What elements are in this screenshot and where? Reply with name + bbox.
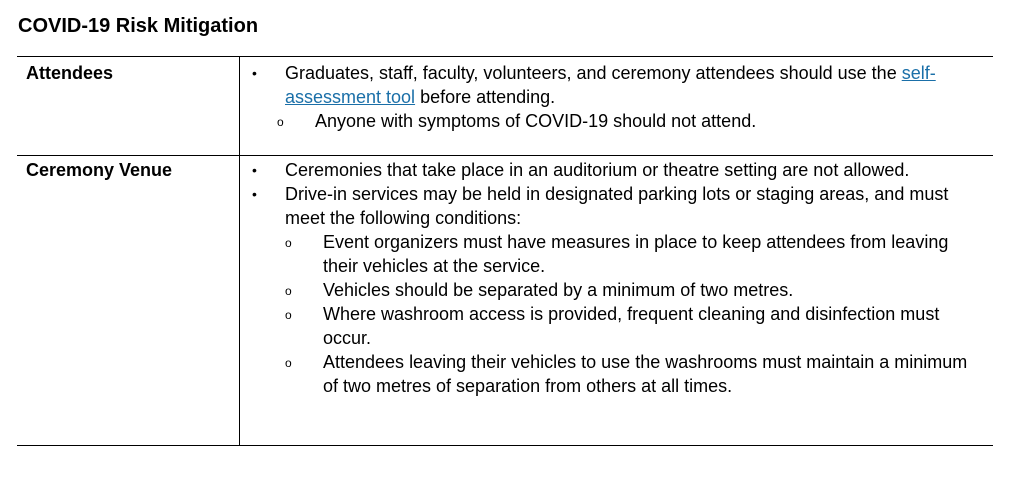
- bullet-marker: •: [252, 65, 257, 81]
- sub-list-item: [285, 350, 981, 398]
- sub-bullet-text: Event organizers must have measures in place to keep attendees from leaving their vehicles at the service.: [323, 232, 949, 276]
- circle-marker: o: [285, 308, 292, 322]
- sub-bullet-text: Attendees leaving their vehicles to use the washrooms must maintain a minimum of two metres of separation from others at all times.: [323, 352, 968, 396]
- table-row-ceremony-venue: [17, 156, 993, 446]
- row-label-cell: [17, 156, 240, 446]
- circle-marker: o: [277, 115, 284, 129]
- document-title: COVID-19 Risk Mitigation: [18, 15, 259, 37]
- row-label-ceremony-venue: Ceremony Venue: [26, 160, 173, 180]
- sub-list-item: [285, 230, 981, 278]
- list-item: [240, 182, 993, 398]
- bullet-marker: •: [252, 186, 257, 202]
- sub-bullet-text: Anyone with symptoms of COVID-19 should not attend.: [315, 111, 757, 131]
- row-label-cell: [17, 57, 240, 156]
- risk-mitigation-table: [17, 56, 993, 446]
- table-row-attendees: [17, 57, 993, 156]
- row-label-attendees: Attendees: [26, 63, 114, 83]
- list-item: [240, 61, 993, 133]
- sub-bullet-text: Vehicles should be separated by a minimum of two metres.: [323, 280, 794, 300]
- sub-bullet-list: [285, 230, 981, 398]
- row-content-cell: [240, 156, 994, 446]
- self-assessment-tool-link[interactable]: self-assessment tool: [285, 63, 936, 107]
- bullet-list: [240, 61, 993, 133]
- sub-bullet-text: Where washroom access is provided, frequent cleaning and disinfection must occur.: [323, 304, 940, 348]
- bullet-text: Drive-in services may be held in designated parking lots or staging areas, and must meet the following conditions:: [285, 184, 949, 228]
- circle-marker: o: [285, 284, 292, 298]
- bullet-text: Ceremonies that take place in an auditorium or theatre setting are not allowed.: [285, 160, 910, 180]
- sub-list-item: [285, 302, 981, 350]
- circle-marker: o: [285, 236, 292, 250]
- sub-list-item: [285, 278, 981, 302]
- sub-list-item: [247, 109, 981, 133]
- sub-bullet-list: [277, 109, 981, 133]
- circle-marker: o: [285, 356, 292, 370]
- row-content-cell: [240, 57, 994, 156]
- bullet-text-before-link: Graduates, staff, faculty, volunteers, and ceremony attendees should use the: [285, 63, 902, 83]
- bullet-list: [240, 158, 993, 398]
- bullet-marker: •: [252, 162, 257, 178]
- bullet-text-after-link: before attending.: [415, 87, 556, 107]
- list-item: [240, 158, 993, 182]
